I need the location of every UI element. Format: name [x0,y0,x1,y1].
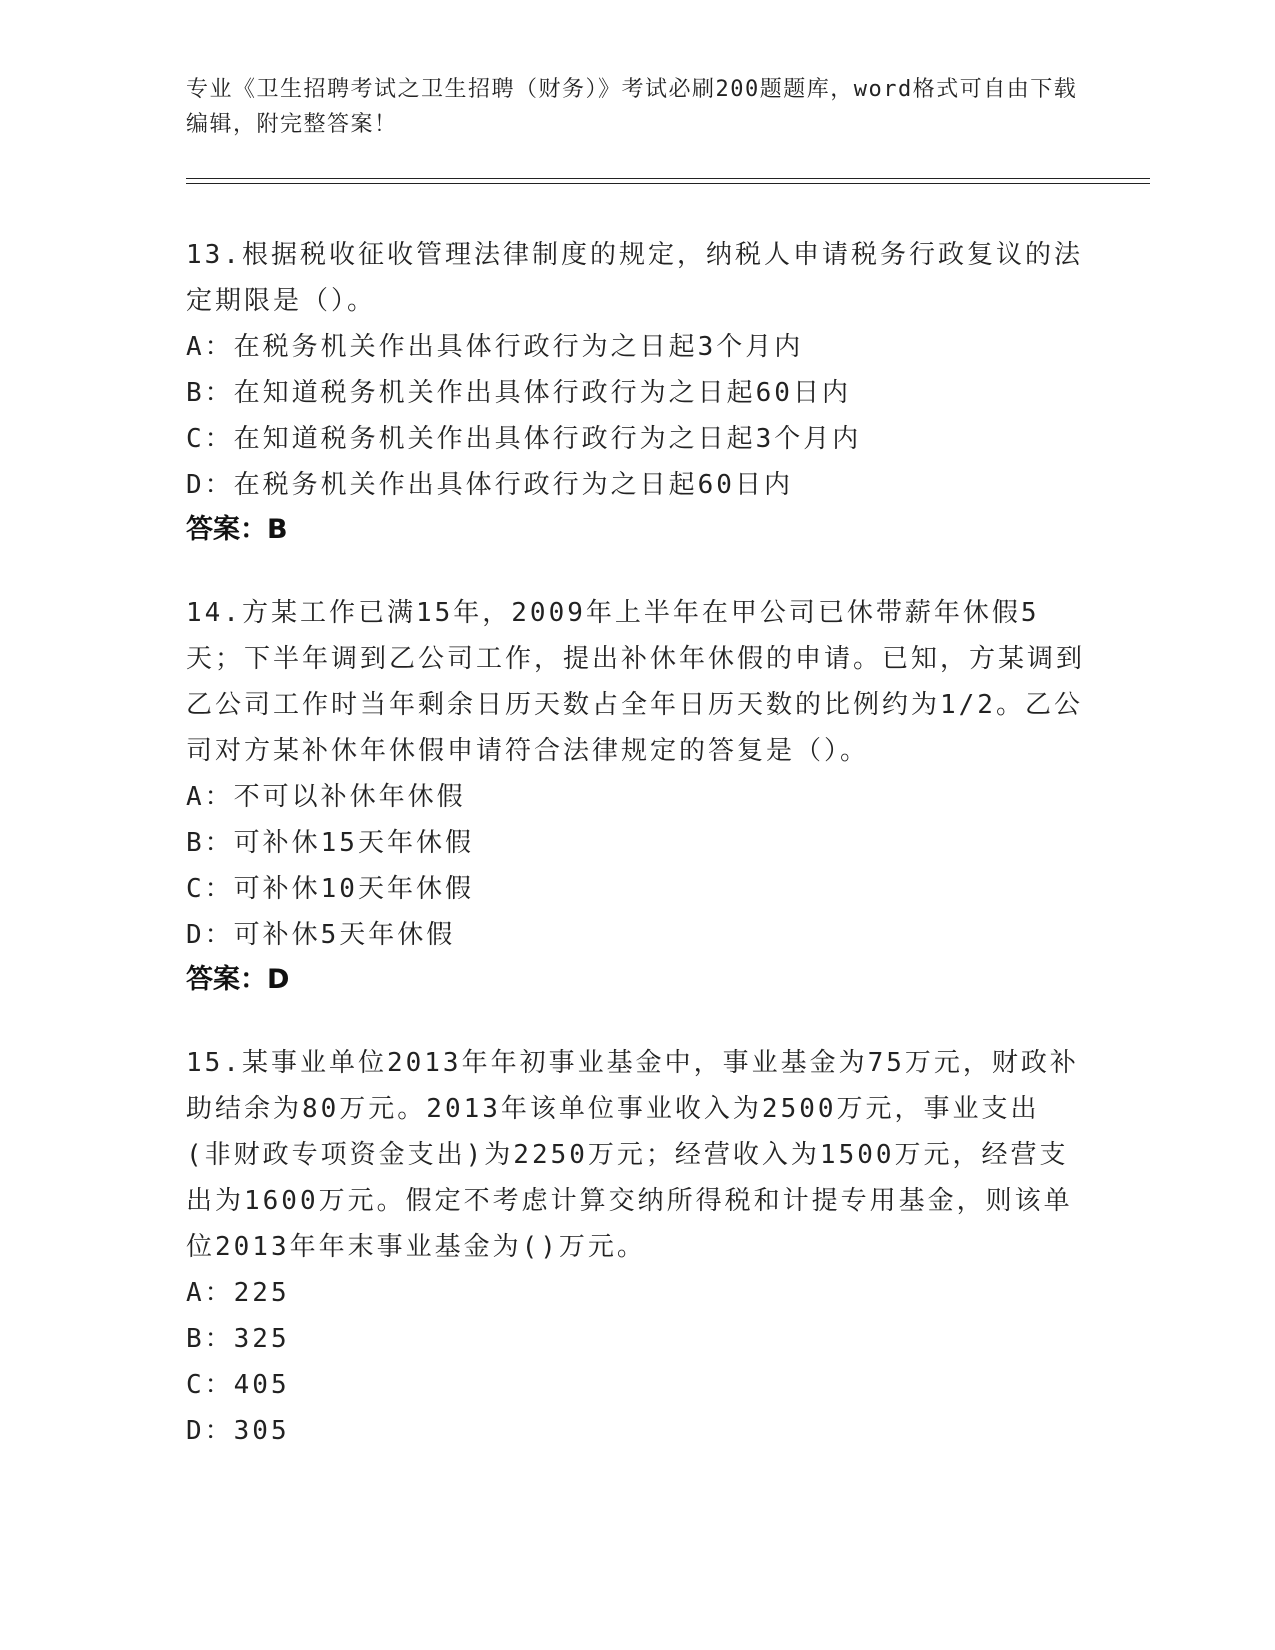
option-d: D：可补休5天年休假 [186,920,456,950]
option-d: D：305 [186,1416,290,1446]
header-divider-top [186,178,1150,179]
question-15 [186,1040,1086,1454]
question-text: 13.根据税收征收管理法律制度的规定，纳税人申请税务行政复议的法定期限是（）。 [186,240,1083,316]
answer: 答案：B [186,514,288,545]
question-14 [186,590,1086,1002]
document-header: 专业《卫生招聘考试之卫生招聘（财务）》考试必刷200题题库，word格式可自由下载编辑，附完整答案！ [186,77,1078,137]
option-a: A：225 [186,1278,290,1308]
header-divider-bottom [186,183,1150,184]
option-a: A：不可以补休年休假 [186,782,466,812]
answer: 答案：D [186,964,290,995]
option-b: B：可补休15天年休假 [186,828,474,858]
option-c: C：405 [186,1370,290,1400]
question-list [186,232,1086,1492]
question-text: 14.方某工作已满15年，2009年上半年在甲公司已休带薪年休假5天；下半年调到乙公司工作，提出补休年休假的申请。已知，方某调到乙公司工作时当年剩余日历天数占全年日历天数的比例约为1/2。乙公司对方某补休年休假申请符合法律规定的答复是（）。 [186,598,1086,766]
option-a: A：在税务机关作出具体行政行为之日起3个月内 [186,332,804,362]
option-c: C：可补休10天年休假 [186,874,474,904]
question-13 [186,232,1086,552]
option-d: D：在税务机关作出具体行政行为之日起60日内 [186,470,793,500]
question-text: 15.某事业单位2013年年初事业基金中，事业基金为75万元，财政补助结余为80万元。2013年该单位事业收入为2500万元，事业支出(非财政专项资金支出)为2250万元；经营收入为1500万元，经营支出为1600万元。假定不考虑计算交纳所得税和计提专用基金，则该单位2013年年末事业基金为()万元。 [186,1048,1079,1262]
option-c: C：在知道税务机关作出具体行政行为之日起3个月内 [186,424,862,454]
option-b: B：325 [186,1324,290,1354]
option-b: B：在知道税务机关作出具体行政行为之日起60日内 [186,378,851,408]
